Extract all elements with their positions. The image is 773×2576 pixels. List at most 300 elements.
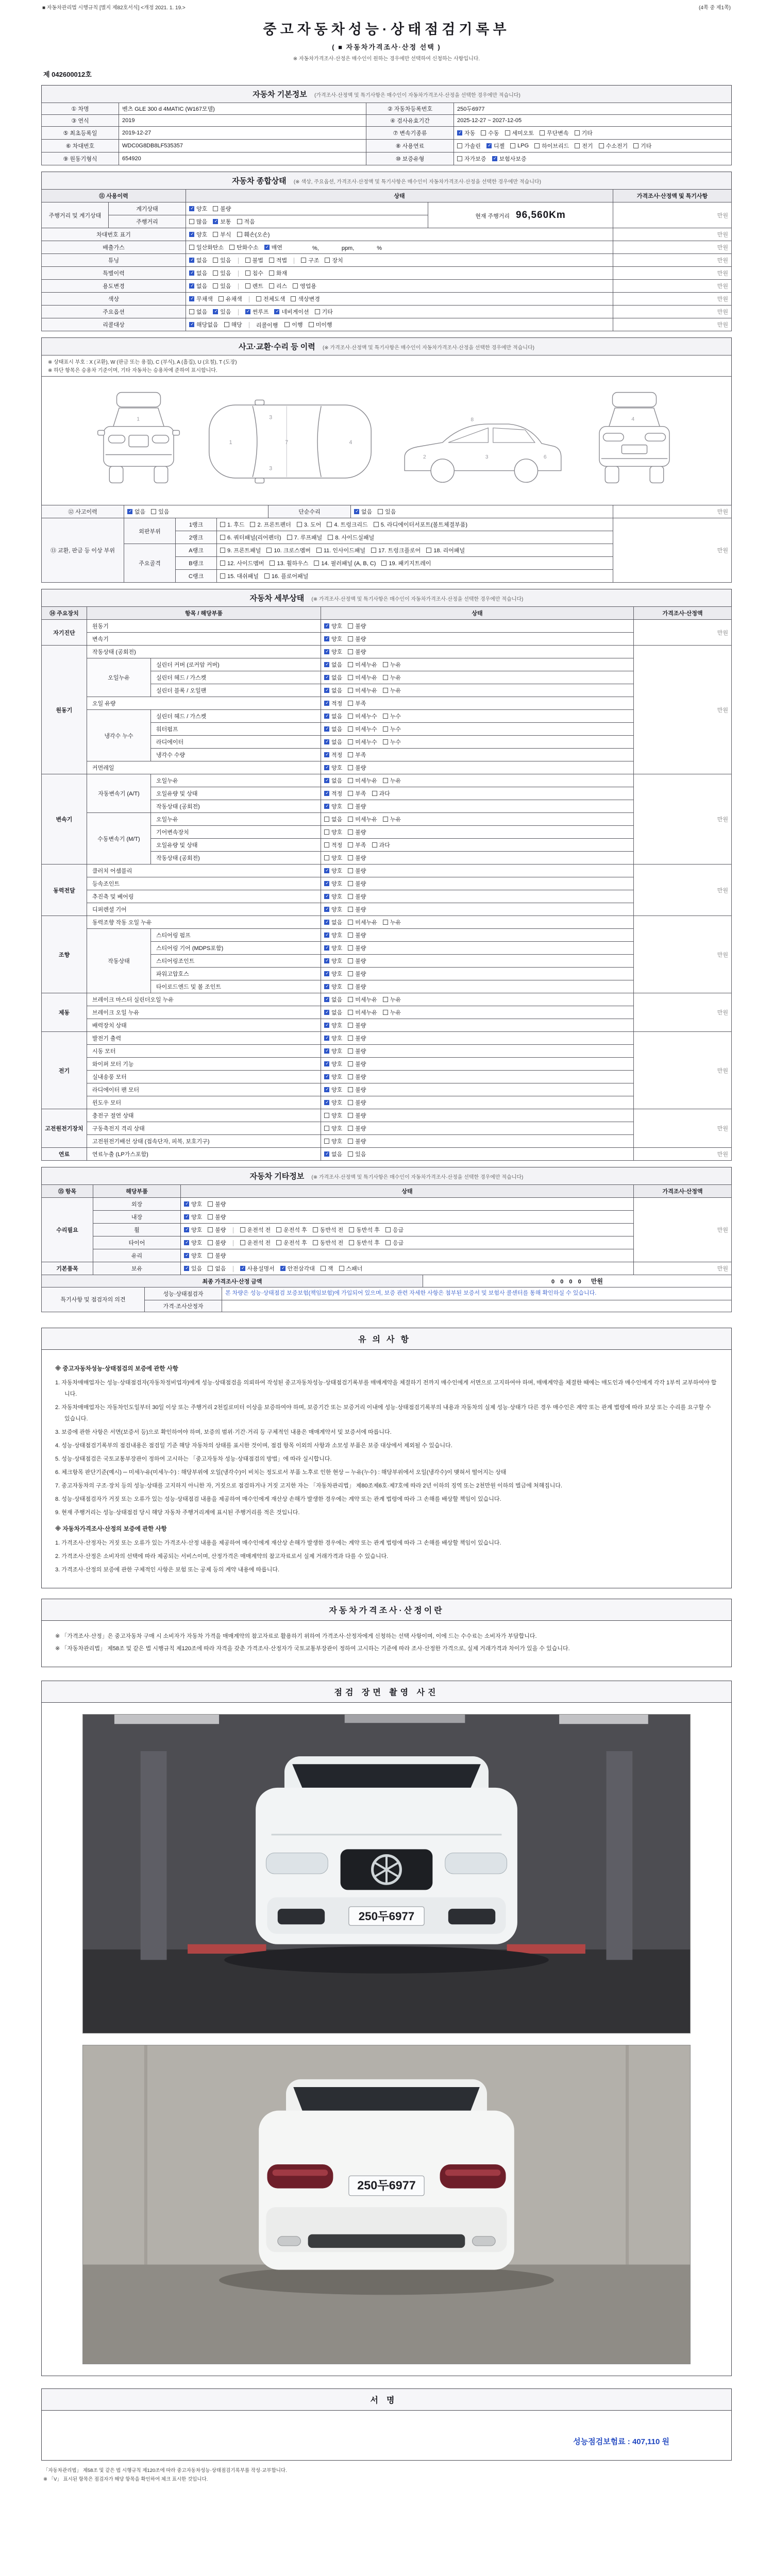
- checkbox-option[interactable]: [245, 256, 263, 264]
- checkbox-option[interactable]: [383, 918, 401, 926]
- checkbox-option[interactable]: [348, 1034, 366, 1042]
- checkbox-option[interactable]: [240, 1239, 271, 1247]
- checkbox-option[interactable]: [324, 1047, 342, 1055]
- checkbox-option[interactable]: [208, 1239, 226, 1247]
- checkbox-option[interactable]: [213, 308, 231, 316]
- checkbox-option[interactable]: [269, 256, 287, 264]
- table-header-row: [42, 1185, 732, 1198]
- checkbox-option[interactable]: [324, 957, 342, 965]
- checkbox-option[interactable]: [189, 243, 224, 251]
- checkbox-option[interactable]: [540, 129, 569, 137]
- checkbox-option[interactable]: [383, 686, 401, 694]
- checkbox-option[interactable]: [189, 295, 213, 303]
- checkbox-option[interactable]: [213, 205, 231, 213]
- checked-checkbox-icon: [324, 971, 329, 976]
- checkbox-option[interactable]: [426, 546, 465, 554]
- checkbox-option[interactable]: [348, 1150, 366, 1158]
- checkbox-option[interactable]: [348, 815, 377, 823]
- state-checks: [321, 774, 634, 787]
- checkbox-option[interactable]: [372, 841, 390, 849]
- unchecked-checkbox-icon: [383, 726, 388, 732]
- checkbox-label: 없음: [331, 1151, 343, 1158]
- tire-checks: [184, 1241, 232, 1247]
- checkbox-option[interactable]: [269, 282, 287, 290]
- table-row: [42, 293, 732, 306]
- checkbox-option[interactable]: [383, 776, 401, 785]
- checkbox-option[interactable]: [348, 712, 377, 720]
- checkbox-option[interactable]: [324, 995, 342, 1004]
- checkbox-option[interactable]: [348, 892, 366, 901]
- checkbox-option[interactable]: [348, 854, 366, 862]
- checkbox-option[interactable]: [324, 1086, 342, 1094]
- checkbox-option[interactable]: [348, 867, 366, 875]
- checkbox-option[interactable]: [237, 230, 270, 239]
- checkbox-option[interactable]: [348, 828, 366, 836]
- checkbox-option[interactable]: [324, 1073, 342, 1081]
- checkbox-option[interactable]: [383, 995, 401, 1004]
- checked-checkbox-icon: [324, 649, 329, 654]
- unchecked-checkbox-icon: [237, 219, 242, 224]
- checked-checkbox-icon: [492, 156, 497, 161]
- unchecked-checkbox-icon: [229, 245, 234, 250]
- checkbox-option[interactable]: [599, 142, 628, 150]
- checkbox-option[interactable]: [325, 256, 343, 264]
- checkbox-option[interactable]: [575, 142, 593, 150]
- checkbox-option[interactable]: [184, 1226, 202, 1234]
- checkbox-option[interactable]: [321, 1264, 333, 1273]
- unchecked-checkbox-icon: [324, 817, 329, 822]
- checkbox-option[interactable]: [324, 789, 342, 798]
- table-row: [42, 620, 732, 633]
- checkbox-option[interactable]: [534, 142, 569, 150]
- svg-text:3: 3: [269, 414, 273, 421]
- mileage-checks: [186, 215, 428, 228]
- checkbox-option[interactable]: [348, 764, 366, 772]
- exterior-label: 외장: [93, 1198, 181, 1211]
- checkbox-label: 미세누유: [355, 1010, 377, 1016]
- checkbox-option[interactable]: [510, 143, 529, 149]
- unchecked-checkbox-icon: [349, 1227, 354, 1232]
- checkbox-option[interactable]: [348, 751, 366, 759]
- checkbox-label: 색상변경: [298, 296, 320, 302]
- checkbox-label: 없음: [331, 778, 343, 784]
- checkbox-option[interactable]: [245, 269, 263, 277]
- checkbox-option[interactable]: [575, 129, 593, 137]
- checkbox-option[interactable]: [457, 129, 475, 137]
- checkbox-option[interactable]: [486, 142, 505, 150]
- checkbox-option[interactable]: [220, 572, 259, 580]
- checkbox-label: 적정: [331, 842, 343, 849]
- table-row: [42, 318, 732, 331]
- checkbox-option[interactable]: [348, 789, 366, 798]
- checkbox-option[interactable]: [189, 320, 219, 329]
- checkbox-option[interactable]: [385, 1226, 404, 1234]
- checkbox-option[interactable]: [383, 1008, 401, 1016]
- checkbox-option[interactable]: [220, 546, 261, 554]
- checkbox-label: 양호: [331, 1023, 343, 1029]
- checkbox-option[interactable]: [383, 738, 401, 746]
- checked-checkbox-icon: [324, 662, 329, 667]
- checkbox-option[interactable]: [284, 320, 303, 329]
- checkbox-option[interactable]: [276, 1226, 307, 1234]
- checkbox-option[interactable]: [208, 1226, 226, 1234]
- checkbox-option[interactable]: [505, 129, 534, 137]
- checkbox-option[interactable]: [189, 256, 207, 264]
- note-line: ※ 「자동차관리법」 제58조 및 같은 법 시행규칙 제120조에 따라 자격을 갖춘 가격조사·산정자가 국토교통부장관이 정하여 고시하는 기준에 따라 조사·산정한 가격으로, 실제 거래가격과 차이가 있을 수 있습니다.: [55, 1646, 570, 1652]
- checked-checkbox-icon: [324, 907, 329, 912]
- checkbox-option[interactable]: [189, 269, 207, 277]
- checkbox-option[interactable]: [264, 572, 308, 580]
- checkbox-option[interactable]: [324, 1060, 342, 1068]
- checkbox-option[interactable]: [348, 957, 366, 965]
- checkbox-label: 누수: [390, 739, 401, 745]
- checkbox-option[interactable]: [349, 1239, 380, 1247]
- checkbox-option[interactable]: [297, 520, 321, 529]
- checkbox-option[interactable]: [348, 1137, 366, 1145]
- checkbox-option[interactable]: [348, 905, 366, 913]
- checkbox-option[interactable]: [324, 725, 342, 733]
- checkbox-label: 해당: [231, 322, 242, 328]
- final-price-number: 0 0 0 0: [551, 1279, 583, 1285]
- checkbox-option[interactable]: [372, 789, 390, 798]
- checkbox-option[interactable]: [348, 1047, 366, 1055]
- col-usage-history: ⑪ 사용이력: [42, 190, 186, 202]
- checkbox-option[interactable]: [324, 854, 342, 862]
- unchecked-checkbox-icon: [348, 1074, 353, 1079]
- checkbox-option[interactable]: [208, 1200, 226, 1208]
- checkbox-option[interactable]: [348, 982, 366, 991]
- unchecked-checkbox-icon: [220, 561, 225, 566]
- unchecked-checkbox-icon: [284, 322, 290, 327]
- checkbox-option[interactable]: [274, 308, 309, 316]
- checkbox-option[interactable]: [276, 1239, 307, 1247]
- checkbox-option[interactable]: [266, 546, 310, 554]
- unchecked-checkbox-icon: [208, 1214, 213, 1219]
- checkbox-label: 적정: [331, 701, 343, 707]
- unchecked-checkbox-icon: [309, 322, 314, 327]
- checkbox-option[interactable]: [184, 1251, 202, 1260]
- checkbox-option[interactable]: [324, 712, 342, 720]
- price-cell: 만원: [613, 505, 732, 518]
- checkbox-option[interactable]: [324, 867, 342, 875]
- checkbox-option[interactable]: [339, 1264, 363, 1273]
- checkbox-option[interactable]: [324, 1098, 342, 1107]
- option-kind-checks: [245, 310, 339, 316]
- checkbox-option[interactable]: [374, 520, 467, 529]
- checkbox-option[interactable]: [269, 269, 287, 277]
- item-label: 실린더 블록 / 오일팬: [151, 684, 321, 697]
- item-label: 브레이크 마스터 실린더오일 누유: [87, 993, 321, 1006]
- checkbox-option[interactable]: [220, 520, 244, 529]
- checkbox-option[interactable]: [348, 1060, 366, 1068]
- checkbox-option[interactable]: [385, 1239, 404, 1247]
- checkbox-option[interactable]: [324, 686, 342, 694]
- checkbox-option[interactable]: [348, 1021, 366, 1029]
- first-reg-value: 2019-12-27: [119, 127, 366, 140]
- checkbox-option[interactable]: [349, 1226, 380, 1234]
- checkbox-label: 14. 필러패널 (A, B, C): [321, 561, 376, 567]
- checkbox-option[interactable]: [189, 230, 207, 239]
- checkbox-option[interactable]: [324, 1008, 342, 1016]
- checkbox-option[interactable]: [324, 1111, 342, 1120]
- checkbox-option[interactable]: [348, 686, 377, 694]
- checkbox-label: 양호: [331, 1036, 343, 1042]
- checkbox-option[interactable]: [324, 982, 342, 991]
- checkbox-option[interactable]: [324, 828, 342, 836]
- checkbox-option[interactable]: [324, 815, 342, 823]
- unchecked-checkbox-icon: [348, 1023, 353, 1028]
- checkbox-option[interactable]: [324, 1124, 342, 1132]
- footer-notes: [41, 2467, 732, 2483]
- checkbox-label: 양호: [331, 894, 343, 900]
- checkbox-option[interactable]: [348, 635, 366, 643]
- checkbox-option[interactable]: [270, 559, 308, 567]
- unchecked-checkbox-icon: [269, 258, 274, 263]
- item-label: 커먼레일: [87, 761, 321, 774]
- checkbox-option[interactable]: [383, 815, 401, 823]
- checkbox-option[interactable]: [240, 1226, 271, 1234]
- checkbox-option[interactable]: [348, 802, 366, 810]
- checkbox-option[interactable]: [348, 699, 366, 707]
- checkbox-option[interactable]: [348, 738, 377, 746]
- checkbox-option[interactable]: [256, 295, 285, 303]
- checkbox-option[interactable]: [324, 879, 342, 888]
- checkbox-option[interactable]: [348, 944, 366, 952]
- checkbox-option[interactable]: [127, 507, 145, 516]
- table-row: [42, 152, 732, 165]
- checkbox-label: 있음: [355, 1151, 366, 1158]
- checkbox-option[interactable]: [348, 1111, 366, 1120]
- inspection-record-document: [41, 0, 732, 2484]
- checkbox-option[interactable]: [481, 129, 499, 137]
- checkbox-label: 없음: [331, 662, 343, 668]
- checkbox-option[interactable]: [287, 533, 323, 541]
- vin-mark-checks: [186, 228, 613, 241]
- rank1-checks: [217, 518, 613, 531]
- checkbox-option[interactable]: [324, 635, 342, 643]
- note-line: 2. 가격조사·산정은 소비자의 선택에 따라 제공되는 서비스이며, 산정가격은 매매계약의 참고자료로서 실제 거래가격과 다를 수 있습니다.: [55, 1553, 389, 1560]
- checkbox-label: 없음: [196, 270, 208, 277]
- checkbox-option[interactable]: [313, 1226, 344, 1234]
- checkbox-option[interactable]: [327, 520, 367, 529]
- checkbox-option[interactable]: [348, 1086, 366, 1094]
- checkbox-option[interactable]: [324, 918, 342, 926]
- checkbox-option[interactable]: [348, 660, 377, 669]
- checkbox-option[interactable]: [315, 308, 333, 316]
- section-note: (가격조사·산정액 및 특기사항은 매수인이 자동차가격조사·산정을 선택한 경우에만 적습니다): [314, 93, 520, 98]
- checkbox-option[interactable]: [237, 217, 255, 226]
- checkbox-option[interactable]: [324, 802, 342, 810]
- checkbox-option[interactable]: [324, 738, 342, 746]
- checkbox-option[interactable]: [301, 256, 319, 264]
- tire-label: 타이어: [93, 1236, 181, 1249]
- checkbox-label: 불량: [355, 1087, 366, 1093]
- checkbox-option[interactable]: [348, 931, 366, 939]
- unchecked-checkbox-icon: [189, 219, 194, 224]
- checkbox-option[interactable]: [348, 995, 377, 1004]
- checkbox-option[interactable]: [348, 970, 366, 978]
- item-label: 작동상태 (공회전): [87, 646, 321, 658]
- item-label: 오일유량 및 상태: [151, 787, 321, 800]
- checkbox-option[interactable]: [324, 905, 342, 913]
- checkbox-option[interactable]: [213, 256, 231, 264]
- checkbox-option[interactable]: [348, 622, 366, 630]
- checkbox-option[interactable]: [151, 507, 169, 516]
- unchecked-checkbox-icon: [316, 548, 322, 553]
- checkbox-option[interactable]: [250, 520, 291, 529]
- svg-text:8: 8: [470, 417, 474, 423]
- checkbox-label: 불량: [215, 1227, 226, 1233]
- note-line: 1. 자동차매매업자는 성능·상태점검자(자동차정비업자)에게 성능·상태점검을 의뢰하여 작성된 중고자동차성능·상태점검기록부를 매매계약을 체결하기 전까지 매수인에게 서면으로 고지하여야 하며, 매매계약을 체결한 때에는 매도인과 매수인에게 각각 1부씩 교부하여야 합니다.: [55, 1379, 717, 1397]
- divider: [238, 309, 239, 315]
- checkbox-option[interactable]: [240, 1264, 275, 1273]
- checkbox-option[interactable]: [184, 1264, 202, 1273]
- checkbox-label: 미세누유: [355, 662, 377, 668]
- checkbox-option[interactable]: [348, 648, 366, 656]
- checkbox-option[interactable]: [354, 507, 372, 516]
- checkbox-option[interactable]: [383, 673, 401, 682]
- unchecked-checkbox-icon: [297, 522, 302, 527]
- checkbox-option[interactable]: [189, 282, 207, 290]
- checkbox-option[interactable]: [348, 1073, 366, 1081]
- checkbox-option[interactable]: [383, 712, 401, 720]
- checkbox-option[interactable]: [291, 295, 320, 303]
- checkbox-label: 불량: [355, 1126, 366, 1132]
- checkbox-option[interactable]: [208, 1264, 226, 1273]
- checkbox-option[interactable]: [245, 282, 263, 290]
- checkbox-option[interactable]: [189, 308, 207, 316]
- checked-checkbox-icon: [324, 791, 329, 796]
- checkbox-option[interactable]: [309, 320, 332, 329]
- checkbox-option[interactable]: [213, 282, 231, 290]
- notices-title: 유의사항: [42, 1328, 731, 1350]
- checkbox-option[interactable]: [348, 1098, 366, 1107]
- checkbox-option[interactable]: [348, 725, 377, 733]
- checkbox-option[interactable]: [189, 205, 207, 213]
- checkbox-option[interactable]: [264, 243, 282, 251]
- checkbox-option[interactable]: [348, 776, 377, 785]
- state-checks: [321, 968, 634, 980]
- checkbox-option[interactable]: [324, 841, 342, 849]
- checkbox-option[interactable]: [280, 1264, 315, 1273]
- unchecked-checkbox-icon: [348, 817, 353, 822]
- unchecked-checkbox-icon: [348, 1010, 353, 1015]
- checkbox-option[interactable]: [208, 1251, 226, 1260]
- checkbox-option[interactable]: [457, 142, 481, 150]
- checkbox-option[interactable]: [348, 918, 377, 926]
- checkbox-option[interactable]: [324, 699, 342, 707]
- checkbox-option[interactable]: [633, 142, 651, 150]
- checkbox-label: 썬루프: [252, 309, 269, 315]
- unchecked-checkbox-icon: [383, 1010, 388, 1015]
- checkbox-option[interactable]: [184, 1200, 202, 1208]
- checkbox-label: 네비게이션: [281, 309, 309, 315]
- section-accident-history: [41, 337, 732, 583]
- table-row: [42, 1249, 732, 1262]
- tuning-label: 튜닝: [42, 254, 186, 267]
- checkbox-option[interactable]: [213, 269, 231, 277]
- checkbox-option[interactable]: [348, 673, 377, 682]
- checkbox-option[interactable]: [348, 841, 366, 849]
- checkbox-option[interactable]: [324, 776, 342, 785]
- checked-checkbox-icon: [324, 688, 329, 693]
- checkbox-option[interactable]: [371, 546, 421, 554]
- checkbox-option[interactable]: [381, 559, 431, 567]
- checkbox-option[interactable]: [324, 1150, 342, 1158]
- checkbox-option[interactable]: [324, 1034, 342, 1042]
- checkbox-option[interactable]: [383, 725, 401, 733]
- checkbox-option[interactable]: [324, 931, 342, 939]
- checkbox-option[interactable]: [208, 1213, 226, 1221]
- checkbox-option[interactable]: [324, 892, 342, 901]
- checkbox-option[interactable]: [324, 622, 342, 630]
- checkbox-option[interactable]: [213, 217, 231, 226]
- checkbox-label: 5. 라디에이터서포트(볼트체결부품): [380, 522, 468, 528]
- checkbox-option[interactable]: [189, 217, 207, 226]
- checkbox-option[interactable]: [348, 1124, 366, 1132]
- signature-body[interactable]: [42, 2411, 731, 2460]
- checkbox-option[interactable]: [314, 559, 376, 567]
- state-checks: [321, 787, 634, 800]
- checkbox-label: 디젤: [493, 143, 505, 149]
- checkbox-option[interactable]: [324, 1137, 342, 1145]
- checkbox-option[interactable]: [324, 970, 342, 978]
- checkbox-label: 보험사보증: [499, 156, 527, 162]
- unchecked-checkbox-icon: [315, 309, 320, 314]
- checkbox-option[interactable]: [313, 1239, 344, 1247]
- checkbox-label: 3. 도어: [304, 522, 322, 528]
- checkbox-option[interactable]: [184, 1213, 202, 1221]
- checkbox-option[interactable]: [316, 546, 365, 554]
- checkbox-option[interactable]: [492, 155, 527, 163]
- group-powertrain: 동력전달: [42, 865, 87, 916]
- checkbox-option[interactable]: [324, 764, 342, 772]
- checked-checkbox-icon: [184, 1214, 189, 1219]
- checkbox-option[interactable]: [220, 559, 264, 567]
- checkbox-option[interactable]: [383, 660, 401, 669]
- checkbox-option[interactable]: [324, 648, 342, 656]
- checkbox-option[interactable]: [457, 155, 486, 163]
- checkbox-option[interactable]: [324, 751, 342, 759]
- checkbox-option[interactable]: [245, 308, 269, 316]
- item-label: 등속조인트: [87, 877, 321, 890]
- reg-no-label: ② 자동차등록번호: [366, 103, 454, 115]
- checkbox-option[interactable]: [378, 507, 396, 516]
- detail-state-table: [41, 606, 732, 1161]
- checkbox-option[interactable]: [213, 230, 231, 239]
- checkbox-option[interactable]: [328, 533, 374, 541]
- checkbox-option[interactable]: [293, 282, 316, 290]
- checkbox-option[interactable]: [220, 533, 281, 541]
- checkbox-option[interactable]: [229, 243, 259, 251]
- unchecked-checkbox-icon: [348, 1100, 353, 1105]
- checkbox-option[interactable]: [324, 944, 342, 952]
- checkbox-option[interactable]: [324, 1021, 342, 1029]
- checkbox-label: 미세누유: [355, 778, 377, 784]
- checkbox-option[interactable]: [324, 673, 342, 682]
- note-line: 4. 성능·상태점검기록부의 점검내용은 점검일 기준 해당 자동차의 상태를 표시한 것이며, 점검 항목 이외의 사항과 소모성 부품은 보증 대상에서 제외될 수 있습니다.: [55, 1442, 452, 1449]
- checkbox-option[interactable]: [224, 320, 242, 329]
- checkbox-option[interactable]: [324, 660, 342, 669]
- exterior-checks: [181, 1198, 634, 1211]
- checkbox-option[interactable]: [219, 295, 242, 303]
- checkbox-label: 양호: [331, 1048, 343, 1055]
- checkbox-option[interactable]: [348, 879, 366, 888]
- checkbox-option[interactable]: [348, 1008, 377, 1016]
- checkbox-option[interactable]: [184, 1239, 202, 1247]
- checked-checkbox-icon: [324, 1100, 329, 1105]
- unchecked-checkbox-icon: [426, 548, 431, 553]
